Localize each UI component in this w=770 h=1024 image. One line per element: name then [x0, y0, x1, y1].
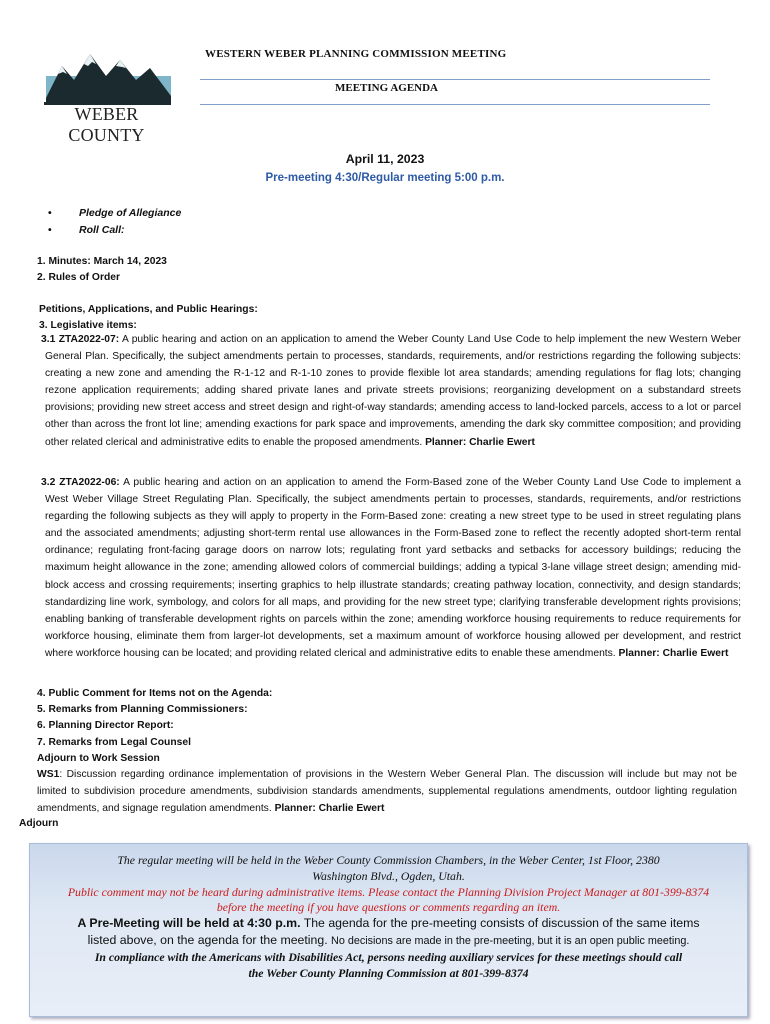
- item-3-1: [41, 331, 741, 451]
- notice-location-2: Washington Blvd., Ogden, Utah.: [312, 869, 465, 883]
- bullet-rollcall: • Roll Call:: [48, 224, 125, 236]
- item-3-1-text: A public hearing and action on an application to amend the Weber County Land Use Code to help implement the new Western Weber General Plan. Specifically, the subject amendments pertain to processes, standards, requirements, and/or restrictions regarding the following subjects: creating a new zone and amending the R-1-12 and R-1-10 zones to provide flexible lot area standards; amending regulations for flag lots; changing rezone application requirements; adding shared private lanes and private streets provisions; reorganizing development on a substandard streets provisions; providing new street access and street design and right-of-way standards; amending access to land-locked parcels, access to a lot or parcel other than across the front lot line; amending exactions for park space and improvements, amending the dark sky committee composition; and providing other related clerical and administrative edits to enable the proposed amendments.: [45, 334, 741, 448]
- notice-ada-1: In compliance with the Americans with Disabilities Act, persons needing auxiliary services for these meetings should call: [94, 950, 683, 964]
- item-3-2-planner: Planner: Charlie Ewert: [618, 647, 729, 659]
- section-legislative: 3. Legislative items:: [39, 320, 137, 331]
- weber-county-logo: [40, 46, 173, 145]
- meeting-title: WESTERN WEBER PLANNING COMMISSION MEETING: [205, 48, 507, 60]
- item-3-2-text: A public hearing and action on an application to amend the Form-Based zone of the Weber County Land Use Code to implement a West Weber Village Street Regulating Plan. Specifically, the subject amendments pertain to processes, standards, requirements, and/or restrictions regarding the following subjects as they will apply to property in the Form-Based zone: creating a new street type to be used in street regulating plans and the associated amendments; adjusting short-term rental use allowances in the Form-Based zone to reflect the recently adopted short-term rental ordinance; regulating front-facing garage doors on narrow lots; regulating front yard setbacks and setbacks for accessory buildings; reducing the maximum height allowance in the zone; amending allowed colors of commercial buildings; adding a typical 3-lane village street design; amending mid-block access and crossing requirements; inserting graphics to help illustrate standards; creating pathway location, connectivity, and design standards; standardizing line work, symbology, and colors for all maps, and providing for the new street type; clarifying transferable development rights provisions; enabling banking of transferable development rights on parcels within the zone; amending workforce housing requirements to reduce requirements for workforce housing, eliminate them from larger-lot developments, set a maximum amount of workforce housing allowed per development, and restrict where workforce housing can be located; and providing related clerical and administrative edits to enable these amendments.: [45, 477, 741, 659]
- header-divider-2: [200, 104, 710, 105]
- item-7: 7. Remarks from Legal Counsel: [37, 737, 191, 748]
- meeting-times: Pre-meeting 4:30/Regular meeting 5:00 p.m.: [265, 172, 505, 184]
- notice-premeeting-2: listed above, on the agenda for the meeting. No decisions are made in the pre-meeting, but it is an open public meeting.: [87, 933, 690, 947]
- item-5: 5. Remarks from Planning Commissioners:: [37, 704, 248, 715]
- adjourn: Adjourn: [19, 818, 59, 829]
- mountain-logo-icon: [40, 46, 173, 106]
- section-petitions: Petitions, Applications, and Public Hearings:: [39, 304, 258, 315]
- item-3-2-number: 3.2 ZTA2022-06:: [41, 477, 120, 488]
- bullet-pledge: • Pledge of Allegiance: [48, 207, 182, 219]
- item-4: 4. Public Comment for Items not on the Agenda:: [37, 688, 273, 699]
- header-divider: [200, 79, 710, 80]
- item-3-1-number: 3.1 ZTA2022-07:: [41, 334, 120, 345]
- logo-text: WEBER COUNTY: [68, 104, 145, 145]
- item-minutes: 1. Minutes: March 14, 2023: [37, 256, 167, 267]
- item-rules: 2. Rules of Order: [37, 272, 120, 283]
- notice-location-1: The regular meeting will be held in the Weber County Commission Chambers, in the Weber Center, 1st Floor, 2380: [117, 853, 660, 867]
- notice-premeeting-1: A Pre-Meeting will be held at 4:30 p.m. The agenda for the pre-meeting consists of discussion of the same items: [77, 916, 700, 930]
- item-3-1-planner: Planner: Charlie Ewert: [425, 436, 535, 448]
- ws1-planner: Planner: Charlie Ewert: [274, 803, 385, 815]
- item-3-2: [41, 474, 741, 662]
- notice-box: [29, 843, 748, 1017]
- notice-ada-2: the Weber County Planning Commission at 801-399-8374: [248, 966, 529, 980]
- ws1-label: WS1: [37, 769, 60, 780]
- notice-public-comment-1: Public comment may not be heard during administrative items. Please contact the Planning Division Project Manager at 801-399-8374: [67, 885, 710, 899]
- agenda-heading: MEETING AGENDA: [335, 82, 438, 94]
- adjourn-work-session: Adjourn to Work Session: [37, 753, 160, 764]
- meeting-date: April 11, 2023: [345, 152, 425, 166]
- ws1-text: : Discussion regarding ordinance implementation of provisions in the Western Weber General Plan. The discussion will include but may not be limited to subdivision procedure amendments, subdivision standards amendments, supplemental regulations amendments, outdoor lighting regulation amendments, and signage regulation amendments.: [37, 769, 737, 815]
- notice-public-comment-2: before the meeting if you have questions or comments regarding an item.: [216, 900, 561, 914]
- work-session-1: [37, 766, 737, 817]
- item-6: 6. Planning Director Report:: [37, 720, 174, 731]
